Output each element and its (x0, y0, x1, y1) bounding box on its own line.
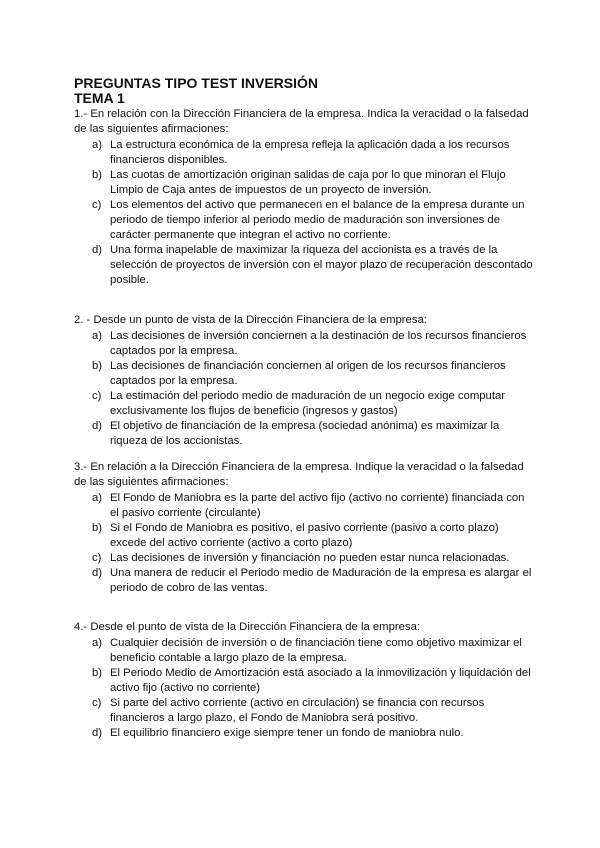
option-letter: b) (92, 169, 103, 181)
option-item (74, 138, 534, 168)
option-text: Si el Fondo de Maniobra es positivo, el pasivo corriente (pasivo a corto plazo) excede del activo corriente (activo a corto plazo) (110, 522, 499, 549)
option-text: La estructura económica de la empresa refleja la aplicación dada a los recursos financieros disponibles. (110, 139, 510, 166)
option-letter: a) (92, 139, 103, 151)
option-text: El Fondo de Maniobra es la parte del activo fijo (activo no corriente) financiada con el pasivo corriente (circulante) (110, 492, 525, 519)
option-text: Los elementos del activo que permanecen en el balance de la empresa durante un periodo de tiempo inferior al periodo medio de maduración son inversiones de carácter permanente que integran el activo no corriente. (110, 199, 525, 241)
option-letter: a) (92, 637, 103, 649)
option-letter: d) (92, 244, 103, 256)
question-2 (74, 313, 534, 449)
option-text: Una forma inapelable de maximizar la riqueza del accionista es a través de la selección de proyectos de inversión con el mayor plazo de recuperación descontado posible. (110, 244, 533, 286)
question-1 (74, 107, 534, 288)
option-item (74, 243, 534, 288)
option-letter: c) (92, 697, 102, 709)
document-header (74, 76, 318, 106)
question-text: 3.- En relación a la Dirección Financiera de la empresa. Indique la veracidad o la falsedad de las siguientes afirmaciones: (74, 461, 524, 488)
option-list (74, 329, 534, 449)
question-text: 4.- Desde el punto de vista de la Dirección Financiera de la empresa: (74, 621, 420, 633)
option-letter: a) (92, 330, 103, 342)
option-letter: b) (92, 360, 103, 372)
option-text: El objetivo de financiación de la empresa (sociedad anónima) es maximizar la riqueza de los accionistas. (110, 420, 500, 447)
option-item (74, 636, 534, 666)
option-letter: c) (92, 390, 102, 402)
option-text: Las cuotas de amortización originan salidas de caja por lo que minoran el Flujo Limpio de Caja antes de impuestos de un proyecto de inversión. (110, 169, 506, 196)
document-subtitle: TEMA 1 (74, 90, 125, 106)
option-list (74, 491, 534, 596)
question-4 (74, 620, 534, 741)
option-text: Las decisiones de financiación conciernen al origen de los recursos financieros captados por la empresa. (110, 360, 506, 387)
option-item (74, 551, 534, 566)
option-letter: d) (92, 727, 103, 739)
option-item (74, 521, 534, 551)
option-item (74, 389, 534, 419)
option-text: Las decisiones de inversión y financiación no pueden estar nunca relacionadas. (110, 552, 510, 564)
document-title: PREGUNTAS TIPO TEST INVERSIÓN (74, 75, 318, 91)
option-item (74, 566, 534, 596)
option-text: Cualquier decisión de inversión o de financiación tiene como objetivo maximizar el beneficio contable a largo plazo de la empresa. (110, 637, 522, 664)
option-item (74, 696, 534, 726)
option-letter: c) (92, 552, 102, 564)
option-text: Si parte del activo corriente (activo en circulación) se financia con recursos financieros a largo plazo, el Fondo de Maniobra será positivo. (110, 697, 485, 724)
option-item (74, 359, 534, 389)
option-letter: b) (92, 667, 103, 679)
option-item (74, 168, 534, 198)
option-item (74, 198, 534, 243)
option-item (74, 329, 534, 359)
question-3 (74, 460, 534, 596)
option-list (74, 138, 534, 288)
option-letter: a) (92, 492, 103, 504)
option-item (74, 491, 534, 521)
option-letter: b) (92, 522, 103, 534)
option-item (74, 726, 534, 741)
question-text: 2. - Desde un punto de vista de la Dirección Financiera de la empresa: (74, 314, 427, 326)
option-text: El equilibrio financiero exige siempre tener un fondo de maniobra nulo. (110, 727, 464, 739)
option-text: Una manera de reducir el Periodo medio de Maduración de la empresa es alargar el periodo de cobro de las ventas. (110, 567, 532, 594)
option-letter: d) (92, 420, 103, 432)
option-letter: c) (92, 199, 102, 211)
option-list (74, 636, 534, 741)
option-item (74, 666, 534, 696)
option-item (74, 419, 534, 449)
option-text: Las decisiones de inversión conciernen a la destinación de los recursos financieros captados por la empresa. (110, 330, 527, 357)
option-text: El Periodo Medio de Amortización está asociado a la inmovilización y liquidación del activo fijo (activo no corriente) (110, 667, 531, 694)
option-text: La estimación del periodo medio de maduración de un negocio exige computar exclusivamente los flujos de beneficio (ingresos y gastos) (110, 390, 506, 417)
question-text: 1.- En relación con la Dirección Financiera de la empresa. Indica la veracidad o la falsedad de las siguientes afirmaciones: (74, 108, 529, 135)
option-letter: d) (92, 567, 103, 579)
